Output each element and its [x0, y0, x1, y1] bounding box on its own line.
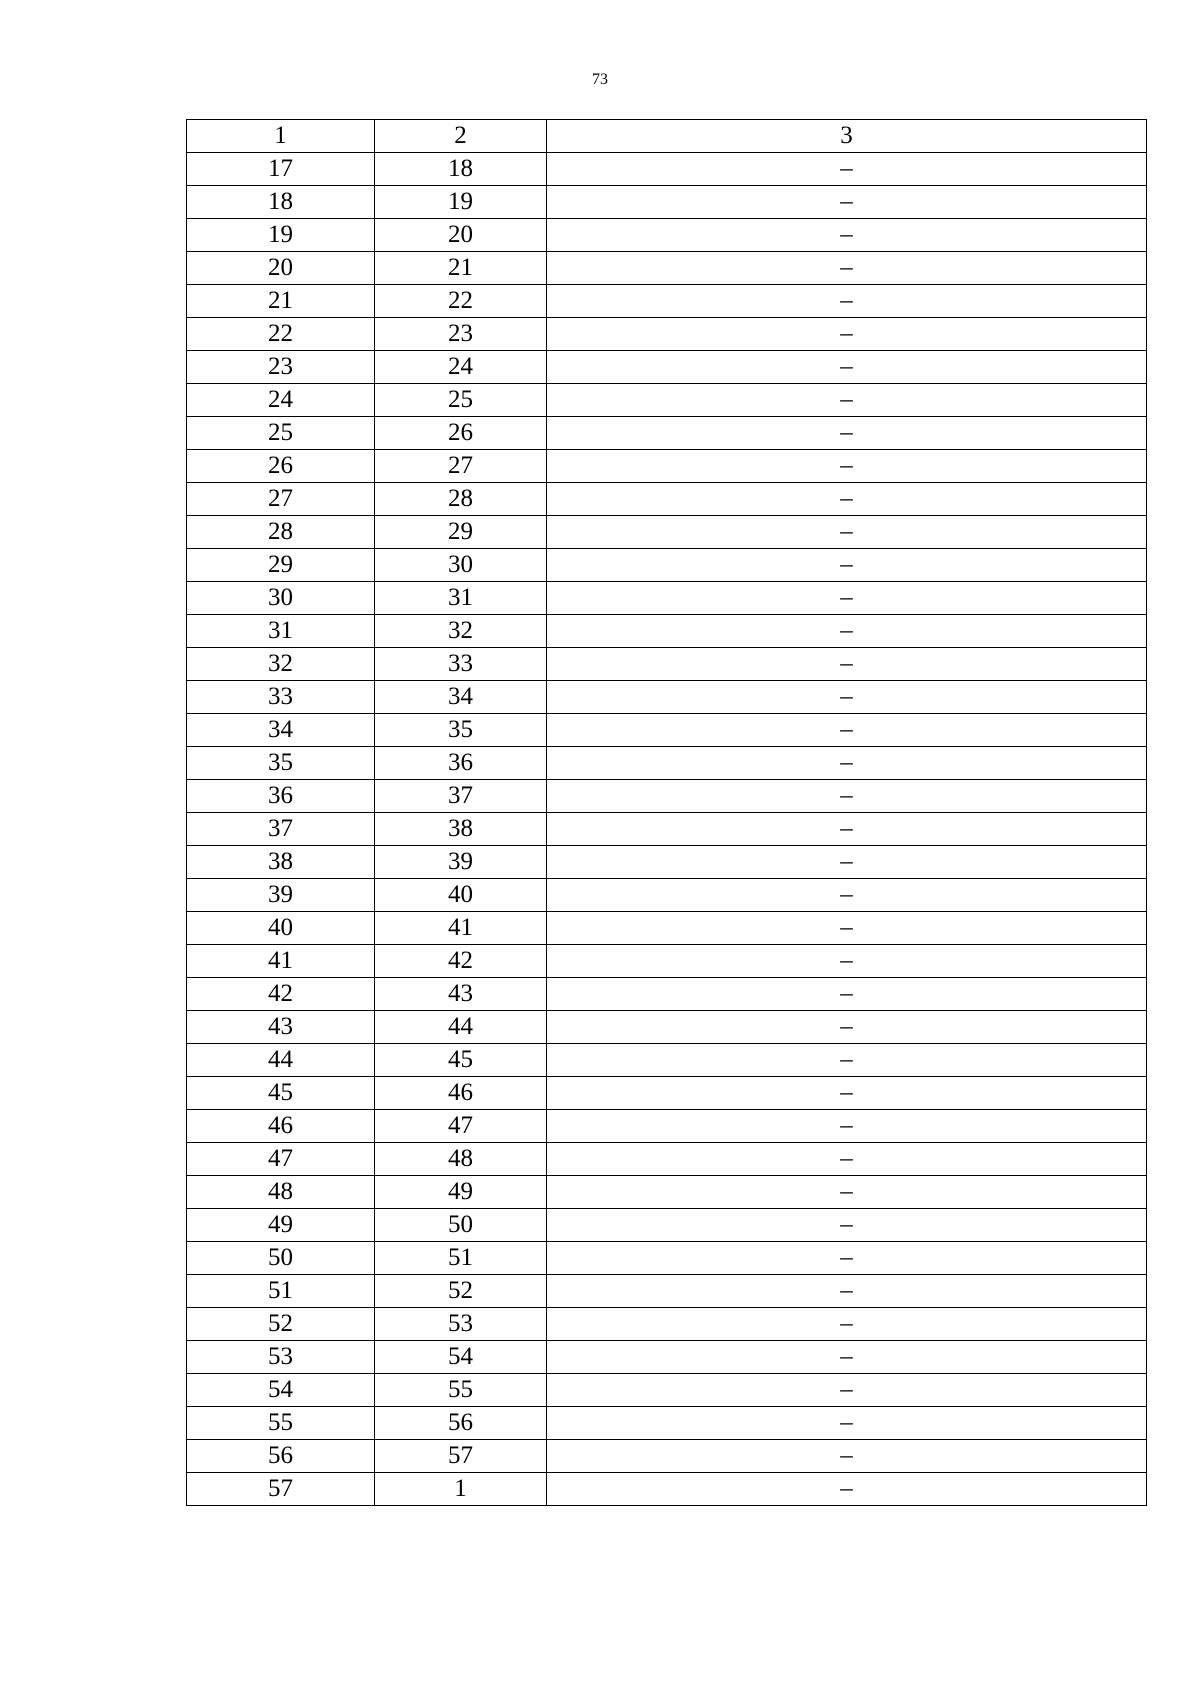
table-cell-col-2: 29: [375, 516, 547, 549]
table-cell-col-3: –: [547, 1242, 1147, 1275]
table-cell-col-3: –: [547, 549, 1147, 582]
table-row: [187, 450, 1147, 483]
table-row: [187, 1011, 1147, 1044]
table-cell-col-3: –: [547, 285, 1147, 318]
table-row: [187, 153, 1147, 186]
table-cell-col-3: –: [547, 1407, 1147, 1440]
header-cell-col-1: 1: [187, 120, 375, 153]
header-cell-col-3: 3: [547, 120, 1147, 153]
table-cell-col-3: –: [547, 1011, 1147, 1044]
table-cell-col-2: 35: [375, 714, 547, 747]
table-row: [187, 912, 1147, 945]
table-cell-col-3: –: [547, 351, 1147, 384]
table-cell-col-2: 34: [375, 681, 547, 714]
table-cell-col-3: –: [547, 219, 1147, 252]
table-row: [187, 780, 1147, 813]
table-cell-col-3: –: [547, 978, 1147, 1011]
table-cell-col-2: 44: [375, 1011, 547, 1044]
table-cell-col-2: 21: [375, 252, 547, 285]
table-cell-col-1: 44: [187, 1044, 375, 1077]
table-cell-col-2: 30: [375, 549, 547, 582]
table-row: [187, 1044, 1147, 1077]
table-cell-col-1: 48: [187, 1176, 375, 1209]
table-row: [187, 846, 1147, 879]
table-cell-col-3: –: [547, 912, 1147, 945]
table-cell-col-2: 48: [375, 1143, 547, 1176]
table-cell-col-1: 43: [187, 1011, 375, 1044]
table-row: [187, 1473, 1147, 1506]
table-cell-col-3: –: [547, 318, 1147, 351]
table-cell-col-3: –: [547, 813, 1147, 846]
table-cell-col-1: 29: [187, 549, 375, 582]
table-cell-col-1: 46: [187, 1110, 375, 1143]
table-row: [187, 252, 1147, 285]
table-cell-col-1: 51: [187, 1275, 375, 1308]
page-number: 73: [592, 71, 608, 88]
table-cell-col-3: –: [547, 483, 1147, 516]
header-cell-col-2: 2: [375, 120, 547, 153]
table-cell-col-2: 52: [375, 1275, 547, 1308]
table-row: [187, 1308, 1147, 1341]
table-row: [187, 1440, 1147, 1473]
table-row: [187, 384, 1147, 417]
table-row: [187, 1242, 1147, 1275]
table-cell-col-2: 43: [375, 978, 547, 1011]
table-cell-col-2: 39: [375, 846, 547, 879]
table-cell-col-1: 34: [187, 714, 375, 747]
table-cell-col-3: –: [547, 582, 1147, 615]
table-cell-col-3: –: [547, 1044, 1147, 1077]
table-cell-col-2: 28: [375, 483, 547, 516]
table-cell-col-3: –: [547, 1440, 1147, 1473]
table-cell-col-3: –: [547, 186, 1147, 219]
table-cell-col-2: 47: [375, 1110, 547, 1143]
table-row: [187, 318, 1147, 351]
table-cell-col-1: 55: [187, 1407, 375, 1440]
table-row: [187, 186, 1147, 219]
table-row: [187, 1275, 1147, 1308]
table-cell-col-3: –: [547, 417, 1147, 450]
table-row: [187, 1374, 1147, 1407]
table-cell-col-1: 42: [187, 978, 375, 1011]
table-row: [187, 945, 1147, 978]
table-cell-col-3: –: [547, 846, 1147, 879]
table-cell-col-2: 32: [375, 615, 547, 648]
table-cell-col-2: 33: [375, 648, 547, 681]
table-cell-col-2: 37: [375, 780, 547, 813]
table-row: [187, 1143, 1147, 1176]
table-cell-col-1: 38: [187, 846, 375, 879]
table-cell-col-1: 40: [187, 912, 375, 945]
table-header-row: [187, 120, 1147, 153]
table-cell-col-1: 53: [187, 1341, 375, 1374]
table-cell-col-1: 21: [187, 285, 375, 318]
table-cell-col-2: 22: [375, 285, 547, 318]
table-cell-col-3: –: [547, 450, 1147, 483]
table-row: [187, 714, 1147, 747]
table-cell-col-3: –: [547, 384, 1147, 417]
table-cell-col-1: 57: [187, 1473, 375, 1506]
table-cell-col-2: 55: [375, 1374, 547, 1407]
table-cell-col-2: 25: [375, 384, 547, 417]
table-cell-col-1: 47: [187, 1143, 375, 1176]
table-cell-col-3: –: [547, 681, 1147, 714]
table-cell-col-1: 32: [187, 648, 375, 681]
table-cell-col-3: –: [547, 648, 1147, 681]
table-row: [187, 813, 1147, 846]
table-cell-col-1: 18: [187, 186, 375, 219]
table-cell-col-2: 57: [375, 1440, 547, 1473]
table-row: [187, 483, 1147, 516]
table-cell-col-3: –: [547, 1374, 1147, 1407]
table-cell-col-2: 38: [375, 813, 547, 846]
table-row: [187, 615, 1147, 648]
table-cell-col-1: 54: [187, 1374, 375, 1407]
table-cell-col-1: 27: [187, 483, 375, 516]
table-cell-col-3: –: [547, 1341, 1147, 1374]
table-cell-col-3: –: [547, 780, 1147, 813]
table-cell-col-3: –: [547, 1176, 1147, 1209]
table-cell-col-3: –: [547, 1308, 1147, 1341]
table-cell-col-1: 36: [187, 780, 375, 813]
table-cell-col-1: 49: [187, 1209, 375, 1242]
table-cell-col-1: 28: [187, 516, 375, 549]
table-cell-col-1: 39: [187, 879, 375, 912]
table-cell-col-2: 50: [375, 1209, 547, 1242]
table-cell-col-3: –: [547, 1143, 1147, 1176]
table-body: [187, 120, 1147, 1506]
table-cell-col-2: 31: [375, 582, 547, 615]
table-cell-col-2: 1: [375, 1473, 547, 1506]
table-cell-col-2: 40: [375, 879, 547, 912]
table-cell-col-1: 37: [187, 813, 375, 846]
table-cell-col-2: 56: [375, 1407, 547, 1440]
table-cell-col-2: 36: [375, 747, 547, 780]
table-cell-col-1: 35: [187, 747, 375, 780]
table-cell-col-1: 25: [187, 417, 375, 450]
table-cell-col-2: 26: [375, 417, 547, 450]
table-cell-col-3: –: [547, 714, 1147, 747]
table-cell-col-1: 26: [187, 450, 375, 483]
table-cell-col-2: 45: [375, 1044, 547, 1077]
table-cell-col-3: –: [547, 615, 1147, 648]
table-cell-col-2: 23: [375, 318, 547, 351]
table-row: [187, 1110, 1147, 1143]
table-cell-col-2: 54: [375, 1341, 547, 1374]
table-row: [187, 681, 1147, 714]
table-cell-col-3: –: [547, 1077, 1147, 1110]
table-cell-col-3: –: [547, 747, 1147, 780]
table-row: [187, 549, 1147, 582]
table-cell-col-2: 41: [375, 912, 547, 945]
table-cell-col-1: 56: [187, 1440, 375, 1473]
table-row: [187, 1209, 1147, 1242]
table-cell-col-1: 52: [187, 1308, 375, 1341]
table-cell-col-3: –: [547, 1110, 1147, 1143]
table-row: [187, 879, 1147, 912]
table-cell-col-2: 53: [375, 1308, 547, 1341]
table-row: [187, 219, 1147, 252]
table-cell-col-2: 42: [375, 945, 547, 978]
table-cell-col-2: 51: [375, 1242, 547, 1275]
table-cell-col-2: 20: [375, 219, 547, 252]
table-cell-col-3: –: [547, 1275, 1147, 1308]
table-cell-col-1: 17: [187, 153, 375, 186]
table-cell-col-1: 45: [187, 1077, 375, 1110]
table-cell-col-3: –: [547, 1473, 1147, 1506]
table-cell-col-3: –: [547, 516, 1147, 549]
table-cell-col-1: 19: [187, 219, 375, 252]
table-row: [187, 516, 1147, 549]
table-cell-col-1: 50: [187, 1242, 375, 1275]
table-cell-col-1: 23: [187, 351, 375, 384]
table-row: [187, 1407, 1147, 1440]
table-cell-col-2: 27: [375, 450, 547, 483]
table-cell-col-1: 30: [187, 582, 375, 615]
table-row: [187, 417, 1147, 450]
table-cell-col-1: 22: [187, 318, 375, 351]
table-row: [187, 747, 1147, 780]
table-cell-col-1: 20: [187, 252, 375, 285]
table-row: [187, 978, 1147, 1011]
table-row: [187, 351, 1147, 384]
table-cell-col-2: 46: [375, 1077, 547, 1110]
data-table: [186, 119, 1147, 1506]
table-row: [187, 285, 1147, 318]
table-row: [187, 648, 1147, 681]
table-cell-col-1: 31: [187, 615, 375, 648]
table-row: [187, 1077, 1147, 1110]
table-row: [187, 582, 1147, 615]
table-cell-col-1: 24: [187, 384, 375, 417]
table-cell-col-2: 18: [375, 153, 547, 186]
table-row: [187, 1341, 1147, 1374]
table-cell-col-2: 49: [375, 1176, 547, 1209]
table-cell-col-3: –: [547, 879, 1147, 912]
table-cell-col-3: –: [547, 945, 1147, 978]
table-cell-col-1: 41: [187, 945, 375, 978]
table-cell-col-3: –: [547, 1209, 1147, 1242]
table-cell-col-3: –: [547, 153, 1147, 186]
table-row: [187, 1176, 1147, 1209]
table-cell-col-2: 19: [375, 186, 547, 219]
table-cell-col-2: 24: [375, 351, 547, 384]
table-cell-col-1: 33: [187, 681, 375, 714]
table-cell-col-3: –: [547, 252, 1147, 285]
